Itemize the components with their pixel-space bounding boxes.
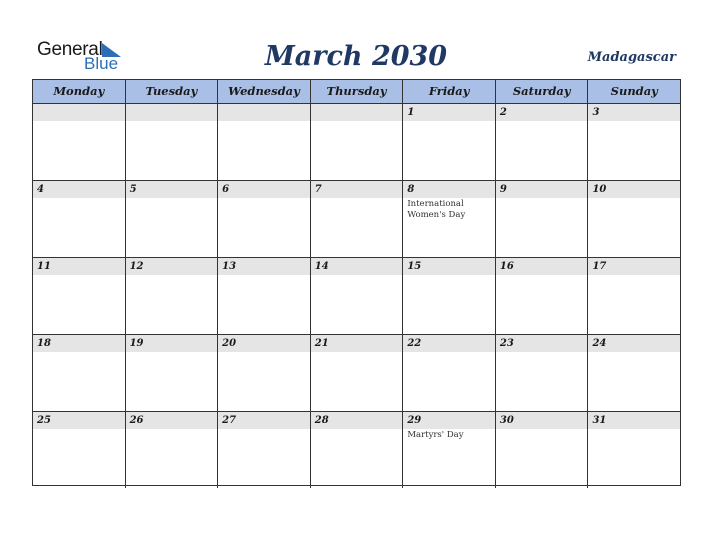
generalblue-logo xyxy=(37,39,127,73)
day-cell[interactable] xyxy=(496,181,589,257)
day-number: 9 xyxy=(499,184,507,195)
day-cell[interactable] xyxy=(33,335,126,411)
day-cell[interactable] xyxy=(311,181,404,257)
day-number: 11 xyxy=(37,261,51,272)
weekday-monday: Monday xyxy=(33,80,126,103)
day-number: 15 xyxy=(407,261,422,272)
day-cell[interactable] xyxy=(588,335,680,411)
day-header-band xyxy=(588,104,680,121)
day-cell[interactable] xyxy=(126,412,219,488)
day-number: 20 xyxy=(222,338,237,349)
day-number: 22 xyxy=(407,338,422,349)
weekday-sunday: Sunday xyxy=(610,84,658,98)
day-cell[interactable] xyxy=(33,181,126,257)
day-number: 30 xyxy=(499,415,514,426)
day-header-band xyxy=(33,104,125,121)
day-number: 13 xyxy=(222,261,237,272)
country-name: Madagascar xyxy=(587,50,676,65)
weekday-tuesday: Tuesday xyxy=(126,80,219,103)
day-number: 5 xyxy=(129,184,137,195)
day-number: 10 xyxy=(592,184,607,195)
day-cell[interactable] xyxy=(311,258,404,334)
day-cell[interactable] xyxy=(403,335,496,411)
day-header-band xyxy=(33,181,125,198)
day-cell[interactable] xyxy=(218,181,311,257)
day-cell[interactable] xyxy=(311,412,404,488)
day-number: 4 xyxy=(37,184,44,195)
holiday-label: Martyrs' Day xyxy=(407,430,464,440)
day-cell[interactable] xyxy=(496,258,589,334)
day-number: 27 xyxy=(222,415,237,426)
day-cell[interactable] xyxy=(496,335,589,411)
calendar-title: March 2030 xyxy=(264,41,448,72)
day-cell[interactable] xyxy=(33,258,126,334)
day-number: 21 xyxy=(314,338,329,349)
day-number: 23 xyxy=(499,338,514,349)
day-number: 7 xyxy=(314,184,322,195)
day-cell[interactable] xyxy=(588,412,680,488)
weekday-wednesday: Wednesday xyxy=(218,80,311,103)
day-number: 28 xyxy=(314,415,329,426)
day-cell[interactable] xyxy=(403,104,496,180)
day-header-band xyxy=(126,104,218,121)
day-cell[interactable] xyxy=(218,412,311,488)
day-cell[interactable] xyxy=(403,181,496,257)
day-cell[interactable] xyxy=(218,258,311,334)
day-cell[interactable] xyxy=(218,335,311,411)
day-header-band xyxy=(218,181,310,198)
week-row xyxy=(33,181,680,258)
day-header-band xyxy=(403,104,495,121)
day-cell[interactable] xyxy=(126,181,219,257)
week-row xyxy=(33,258,680,335)
day-header-band xyxy=(496,181,588,198)
day-number: 18 xyxy=(37,338,51,349)
day-cell[interactable] xyxy=(496,104,589,180)
weekday-friday: Friday xyxy=(403,80,496,103)
logo-text-blue: Blue xyxy=(84,54,119,73)
day-number: 24 xyxy=(592,338,607,349)
day-cell[interactable] xyxy=(496,412,589,488)
day-cell[interactable] xyxy=(126,258,219,334)
day-header-band xyxy=(311,104,403,121)
logo-text-general: General xyxy=(37,39,103,60)
day-number: 25 xyxy=(37,415,51,426)
day-number: 29 xyxy=(407,415,422,426)
day-cell[interactable] xyxy=(33,412,126,488)
day-number: 26 xyxy=(129,415,144,426)
week-row xyxy=(33,412,680,488)
day-number: 2 xyxy=(499,107,507,118)
day-cell[interactable] xyxy=(311,335,404,411)
weekday-saturday: Saturday xyxy=(496,80,589,103)
day-cell[interactable] xyxy=(311,104,404,180)
weekday-header-row xyxy=(33,80,680,104)
day-number: 19 xyxy=(129,338,144,349)
day-number: 8 xyxy=(407,184,415,195)
day-header-band xyxy=(311,181,403,198)
calendar-weeks xyxy=(33,104,680,488)
day-number: 3 xyxy=(592,107,600,118)
day-cell[interactable] xyxy=(588,181,680,257)
day-cell[interactable] xyxy=(33,104,126,180)
day-cell[interactable] xyxy=(403,412,496,488)
day-header-band xyxy=(126,181,218,198)
day-cell[interactable] xyxy=(588,258,680,334)
day-number: 1 xyxy=(407,107,415,118)
calendar-grid xyxy=(32,79,681,486)
day-number: 17 xyxy=(592,261,607,272)
day-number: 14 xyxy=(314,261,329,272)
week-row xyxy=(33,335,680,412)
day-number: 31 xyxy=(592,415,607,426)
day-number: 16 xyxy=(499,261,514,272)
day-cell[interactable] xyxy=(588,104,680,180)
day-number: 6 xyxy=(222,184,230,195)
weekday-thursday: Thursday xyxy=(311,80,404,103)
day-number: 12 xyxy=(129,261,144,272)
day-cell[interactable] xyxy=(218,104,311,180)
day-cell[interactable] xyxy=(126,104,219,180)
day-header-band xyxy=(403,181,495,198)
week-row xyxy=(33,104,680,181)
day-header-band xyxy=(218,104,310,121)
day-header-band xyxy=(496,104,588,121)
holiday-label: International Women's Day xyxy=(407,199,466,220)
day-cell[interactable] xyxy=(126,335,219,411)
day-cell[interactable] xyxy=(403,258,496,334)
